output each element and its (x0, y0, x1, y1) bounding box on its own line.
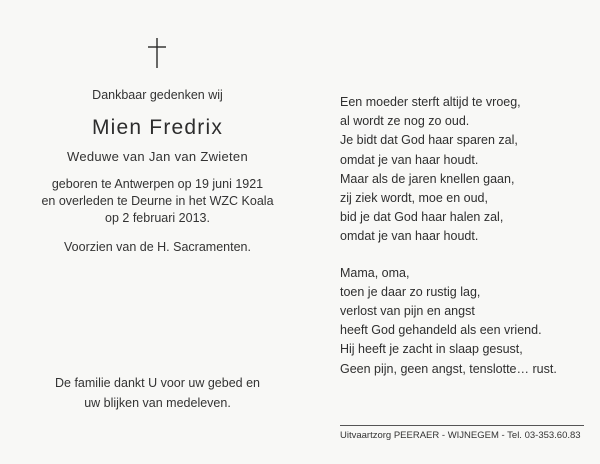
death-date-line: op 2 februari 2013. (105, 211, 210, 225)
poem-line: Je bidt dat God haar sparen zal, (340, 133, 518, 148)
thanks-line-2: uw blijken van medeleven. (84, 396, 231, 410)
death-line: en overleden te Deurne in het WZC Koala (41, 194, 274, 208)
poem-line: Een moeder sterft altijd te vroeg, (340, 95, 521, 109)
poem-stanza-1 (340, 93, 557, 247)
poem-line: al wordt ze nog zo oud. (340, 114, 470, 129)
poem-line: omdat je van haar houdt. (340, 152, 479, 167)
sacraments-text: Voorzien van de H. Sacramenten. (64, 240, 251, 254)
poem-line: verlost van pijn en angst (340, 304, 475, 319)
poem-stanza-2 (340, 264, 557, 379)
poem-line: Mama, oma, (340, 265, 410, 280)
footer-divider (340, 425, 584, 426)
widow-of-text: Weduwe van Jan van Zwieten (67, 149, 248, 164)
poem-line: heeft God gehandeld als een vriend. (340, 323, 542, 338)
cross-icon (146, 38, 168, 68)
birth-death-info (0, 176, 315, 227)
poem-line: omdat je van haar houdt. (340, 229, 479, 244)
family-thanks (0, 373, 315, 413)
thanks-line-1: De familie dankt U voor uw gebed en (55, 376, 260, 390)
poem-line: zij ziek wordt, moe en oud, (340, 191, 488, 206)
poem-line: Maar als de jaren knellen gaan, (340, 171, 515, 186)
birth-line: geboren te Antwerpen op 19 juni 1921 (51, 177, 264, 191)
deceased-name: Mien Fredrix (91, 116, 224, 139)
intro-text: Dankbaar gedenken wij (92, 88, 223, 102)
funeral-home-footer: Uitvaartzorg PEERAER - WIJNEGEM - Tel. 03-353.60.83 (340, 430, 581, 441)
poem-line: toen je daar zo rustig lag, (340, 284, 481, 299)
poem-line: Hij heeft je zacht in slaap gesust, (340, 342, 523, 357)
poem-line: Geen pijn, geen angst, tenslotte… rust. (340, 361, 557, 376)
right-panel (340, 0, 590, 464)
poem-line: bid je dat God haar halen zal, (340, 210, 504, 225)
poem (340, 93, 557, 396)
